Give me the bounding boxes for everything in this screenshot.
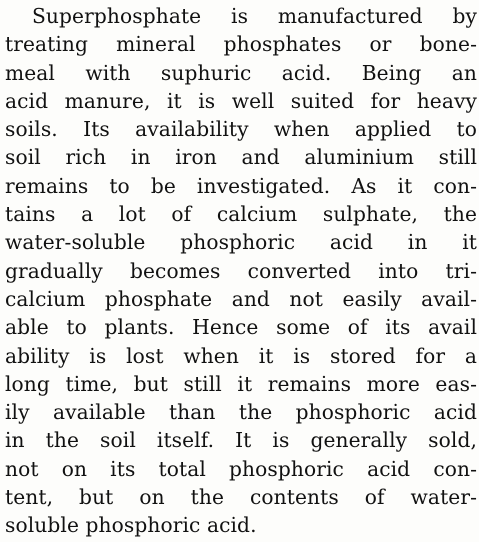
text-line: long time, but still it remains more eas- — [5, 371, 477, 396]
text-line: ability is lost when it is stored for a — [5, 343, 477, 368]
text-line: not on its total phosphoric acid con- — [5, 456, 477, 481]
text-line: water-soluble phosphoric acid in it — [5, 230, 477, 255]
text-line: soils. Its availability when applied to — [5, 117, 477, 142]
text-line: gradually becomes converted into tri- — [5, 258, 477, 283]
text-line: tent, but on the contents of water- — [5, 485, 477, 510]
text-line: soil rich in iron and aluminium still — [5, 145, 477, 170]
text-line: able to plants. Hence some of its avail — [5, 315, 477, 340]
text-line: treating mineral phosphates or bone- — [5, 32, 477, 57]
text-line: Superphosphate is manufactured by — [32, 4, 477, 28]
text-line: remains to be investigated. As it con- — [5, 173, 477, 198]
text-line: calcium phosphate and not easily avail- — [5, 286, 477, 311]
text-line: meal with suphuric acid. Being an — [5, 60, 477, 85]
text-line: tains a lot of calcium sulphate, the — [5, 202, 477, 227]
text-line: soluble phosphoric acid. — [5, 513, 257, 538]
text-line: acid manure, it is well suited for heavy — [5, 88, 477, 113]
text-line: ily available than the phosphoric acid — [5, 400, 477, 425]
paragraph-superphosphate — [5, 2, 477, 540]
text-line: in the soil itself. It is generally sold, — [5, 428, 477, 453]
